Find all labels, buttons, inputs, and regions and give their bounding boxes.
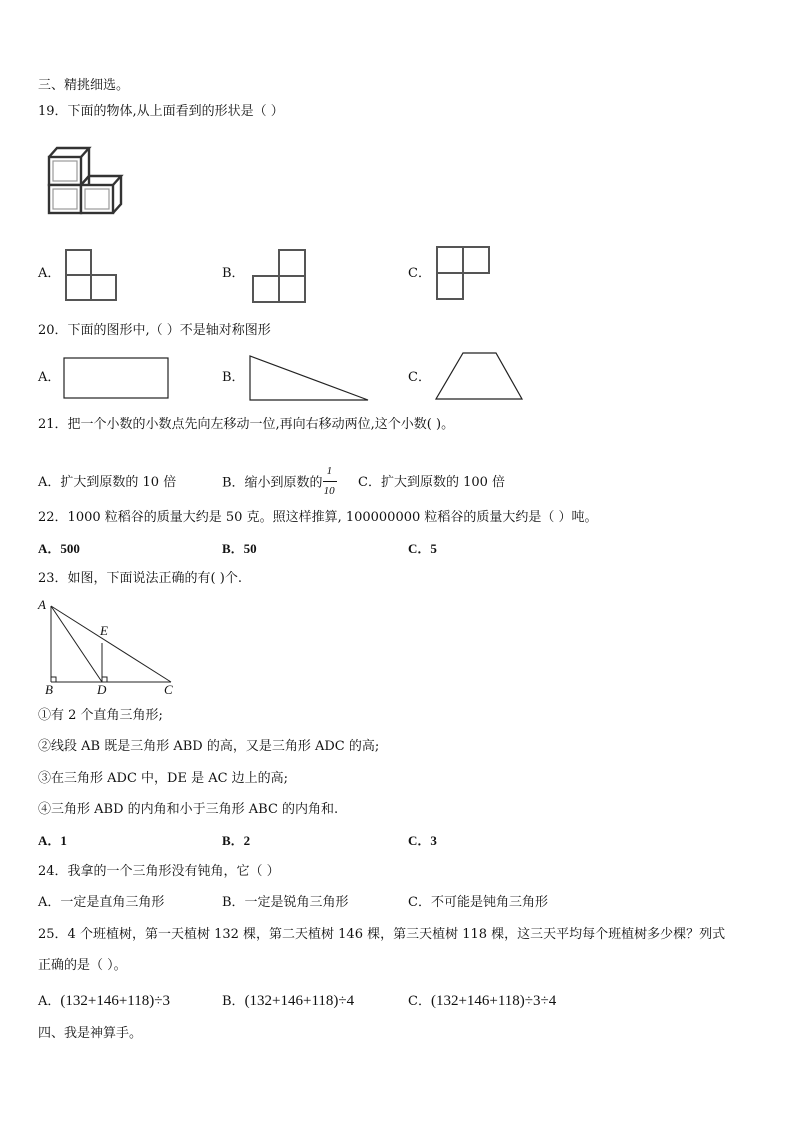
point-e-label: E <box>100 623 108 638</box>
point-b-label: B <box>45 682 53 697</box>
q19-option-b-shape <box>251 248 307 304</box>
q22-stem: 22．1000 粒稻谷的质量大约是 50 克。照这样推算, 100000000 粒稻谷的质量大约是（ ）吨。 <box>38 510 598 525</box>
q24-option-b: B．一定是锐角三角形 <box>222 895 349 910</box>
q25-option-b-label: B． <box>222 994 245 1009</box>
q20-option-c-trapezoid <box>434 351 524 401</box>
q20-option-a-rectangle <box>63 357 169 399</box>
q23-option-c: C．3 <box>408 833 437 848</box>
q19-cube-figure <box>46 145 136 217</box>
q25-option-a-expression: (132+146+118)÷3 <box>60 993 170 1009</box>
q25-option-a <box>38 992 170 1011</box>
q19-option-b-label: B． <box>222 266 245 281</box>
q24-option-c: C．不可能是钝角三角形 <box>408 895 548 910</box>
q20-option-b-right-triangle <box>248 354 370 402</box>
q25-option-b-expression: (132+146+118)÷4 <box>244 993 355 1009</box>
q23-statement-1: ①有 2 个直角三角形; <box>38 708 163 723</box>
q25-stem-line-2: 正确的是（ ）。 <box>38 958 127 973</box>
q23-statement-4: ④三角形 ABD 的内角和小于三角形 ABC 的内角和. <box>38 802 339 817</box>
q22-option-b: B．50 <box>222 541 257 556</box>
q23-option-b: B．2 <box>222 833 251 848</box>
q25-option-a-label: A． <box>38 994 61 1009</box>
q19-option-a-label: A． <box>38 266 61 281</box>
q20-option-b-label: B． <box>222 370 245 385</box>
q19-stem: 19．下面的物体,从上面看到的形状是（ ） <box>38 104 284 119</box>
q25-option-c <box>408 992 556 1011</box>
fraction-numerator: 1 <box>326 465 333 477</box>
q23-stem: 23．如图，下面说法正确的有( )个. <box>38 571 242 586</box>
section-4-heading: 四、我是神算手。 <box>38 1026 143 1041</box>
q25-option-b <box>222 992 354 1011</box>
fraction-denominator: 10 <box>323 485 335 497</box>
q23-statement-2: ②线段 AB 既是三角形 ABD 的高，又是三角形 ADC 的高; <box>38 739 380 754</box>
q20-option-c-label: C． <box>408 370 431 385</box>
q21-option-c: C．扩大到原数的 100 倍 <box>358 475 506 490</box>
q25-option-c-expression: (132+146+118)÷3÷4 <box>430 993 557 1009</box>
q21-fraction <box>323 465 337 497</box>
q20-option-a-label: A． <box>38 370 61 385</box>
q21-option-b <box>222 465 337 497</box>
q23-statement-3: ③在三角形 ADC 中，DE 是 AC 边上的高; <box>38 771 289 786</box>
point-d-label: D <box>97 682 107 697</box>
q21-option-a: A．扩大到原数的 10 倍 <box>38 475 177 490</box>
q19-option-a-shape <box>64 248 118 302</box>
q20-stem: 20．下面的图形中,（ ）不是轴对称图形 <box>38 323 271 338</box>
q23-option-a: A．1 <box>38 833 67 848</box>
q19-option-c-label: C． <box>408 266 431 281</box>
q24-option-a: A．一定是直角三角形 <box>38 895 165 910</box>
q25-option-c-label: C． <box>408 994 431 1009</box>
q25-stem-line-1: 25．4 个班植树，第一天植树 132 棵，第二天植树 146 棵，第三天植树 118 棵，这三天平均每个班植树多少棵？列式 <box>38 927 726 942</box>
q21-option-b-text: B．缩小到原数的 <box>222 475 323 491</box>
q24-stem: 24．我拿的一个三角形没有钝角，它（ ） <box>38 864 280 879</box>
q22-option-a: A．500 <box>38 541 80 556</box>
q22-option-c: C．5 <box>408 541 437 556</box>
section-3-heading: 三、精挑细选。 <box>38 78 130 93</box>
point-a-label: A <box>38 597 46 612</box>
q23-triangle-figure <box>36 596 181 696</box>
point-c-label: C <box>164 682 173 697</box>
q19-option-c-shape <box>435 245 491 301</box>
q21-stem: 21．把一个小数的小数点先向左移动一位,再向右移动两位,这个小数( )。 <box>38 417 455 432</box>
